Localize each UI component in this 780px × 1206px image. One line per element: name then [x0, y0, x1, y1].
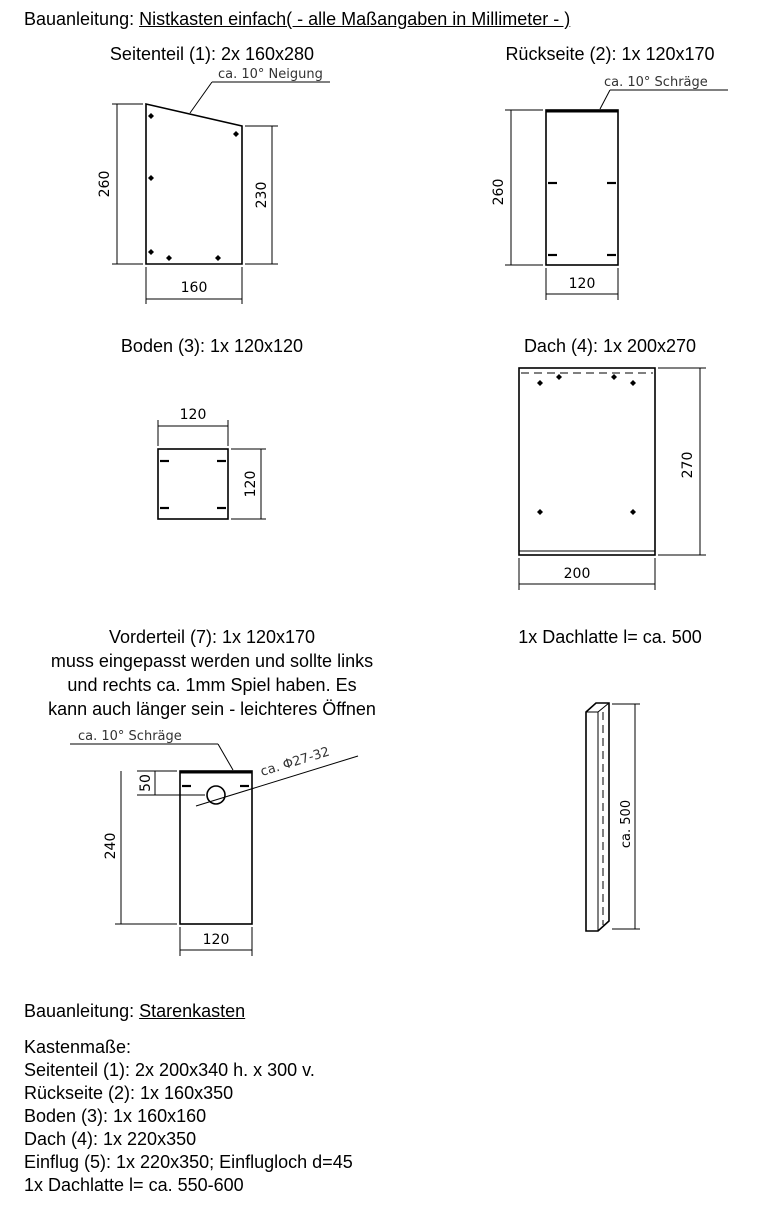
dachlatte-label: 1x Dachlatte l= ca. 500 — [518, 627, 702, 647]
seitenteil-dim-height: 260 — [97, 170, 113, 198]
nail-marks — [548, 183, 616, 255]
dachlatte-drawing — [586, 703, 640, 931]
screw-marks — [148, 113, 239, 261]
boden-label: Boden (3): 1x 120x120 — [120, 336, 304, 356]
starenkasten-title: Starenkasten — [139, 1001, 246, 1021]
dach-label: Dach (4): 1x 200x270 — [523, 336, 697, 356]
rueckseite-drawing — [491, 75, 728, 300]
rueckseite-outline — [546, 110, 618, 265]
dach-drawing — [519, 368, 706, 590]
nail-marks — [160, 461, 226, 508]
seitenteil-outline — [146, 104, 242, 264]
dach-dim-length: 270 — [680, 451, 696, 479]
seitenteil-dim-front-height: 230 — [254, 181, 270, 209]
vorderteil-dim-width: 120 — [202, 932, 230, 948]
list-item: Einflug (5): 1x 220x350; Einflugloch d=45 — [24, 1152, 353, 1172]
vorderteil-dim-hole-height: 50 — [138, 774, 154, 792]
dach-dim-width: 200 — [563, 566, 591, 582]
vorderteil-dim-height: 240 — [103, 832, 119, 860]
list-item: Rückseite (2): 1x 160x350 — [24, 1083, 234, 1103]
vorderteil-drawing — [70, 729, 358, 956]
vorderteil-outline — [180, 771, 252, 924]
rueckseite-leader — [600, 90, 610, 109]
seitenteil-dim-width: 160 — [180, 280, 208, 296]
starenkasten-header — [24, 1000, 245, 1023]
boden-dim-width: 120 — [179, 407, 207, 423]
list-item: Seitenteil (1): 2x 200x340 h. x 300 v. — [24, 1060, 315, 1080]
dach-outline — [519, 368, 655, 555]
rueckseite-dim-height: 260 — [491, 178, 507, 206]
dachlatte-edge — [598, 703, 609, 712]
seitenteil-label: Seitenteil (1): 2x 160x280 — [109, 44, 315, 64]
starenkasten-prefix: Bauanleitung: — [24, 1001, 140, 1021]
rueckseite-note: ca. 10° Schräge — [604, 75, 708, 90]
vorderteil-label-line: und rechts ca. 1mm Spiel haben. Es — [67, 675, 357, 695]
list-item: Boden (3): 1x 160x160 — [24, 1106, 207, 1126]
vorderteil-leader — [218, 744, 233, 770]
list-item: 1x Dachlatte l= ca. 550-600 — [24, 1175, 244, 1195]
list-item: Dach (4): 1x 220x350 — [24, 1129, 197, 1149]
list-heading: Kastenmaße: — [24, 1037, 132, 1057]
vorderteil-label-line: Vorderteil (7): 1x 120x170 — [108, 627, 316, 647]
boden-drawing — [158, 407, 266, 519]
header-prefix: Bauanleitung: — [24, 9, 140, 29]
starenkasten-dimensions-list — [24, 1036, 353, 1197]
dachlatte-dim-length: ca. 500 — [619, 799, 634, 849]
seitenteil-note: ca. 10° Neigung — [218, 67, 323, 82]
vorderteil-label-line: kann auch länger sein - leichteres Öffnen — [48, 699, 376, 719]
header-title: Nistkasten einfach( - alle Maßangaben in Millimeter - ) — [139, 9, 571, 29]
boden-dim-depth: 120 — [243, 470, 259, 498]
seitenteil-drawing — [97, 67, 330, 304]
rueckseite-dim-width: 120 — [568, 276, 596, 292]
vorderteil-note: ca. 10° Schräge — [78, 729, 182, 744]
screw-marks — [537, 374, 636, 515]
hole-note: ca. Φ27-32 — [258, 744, 332, 780]
vorderteil-label-line: muss eingepasst werden und sollte links — [50, 651, 374, 671]
seitenteil-leader — [190, 82, 212, 113]
rueckseite-label: Rückseite (2): 1x 120x170 — [505, 44, 715, 64]
